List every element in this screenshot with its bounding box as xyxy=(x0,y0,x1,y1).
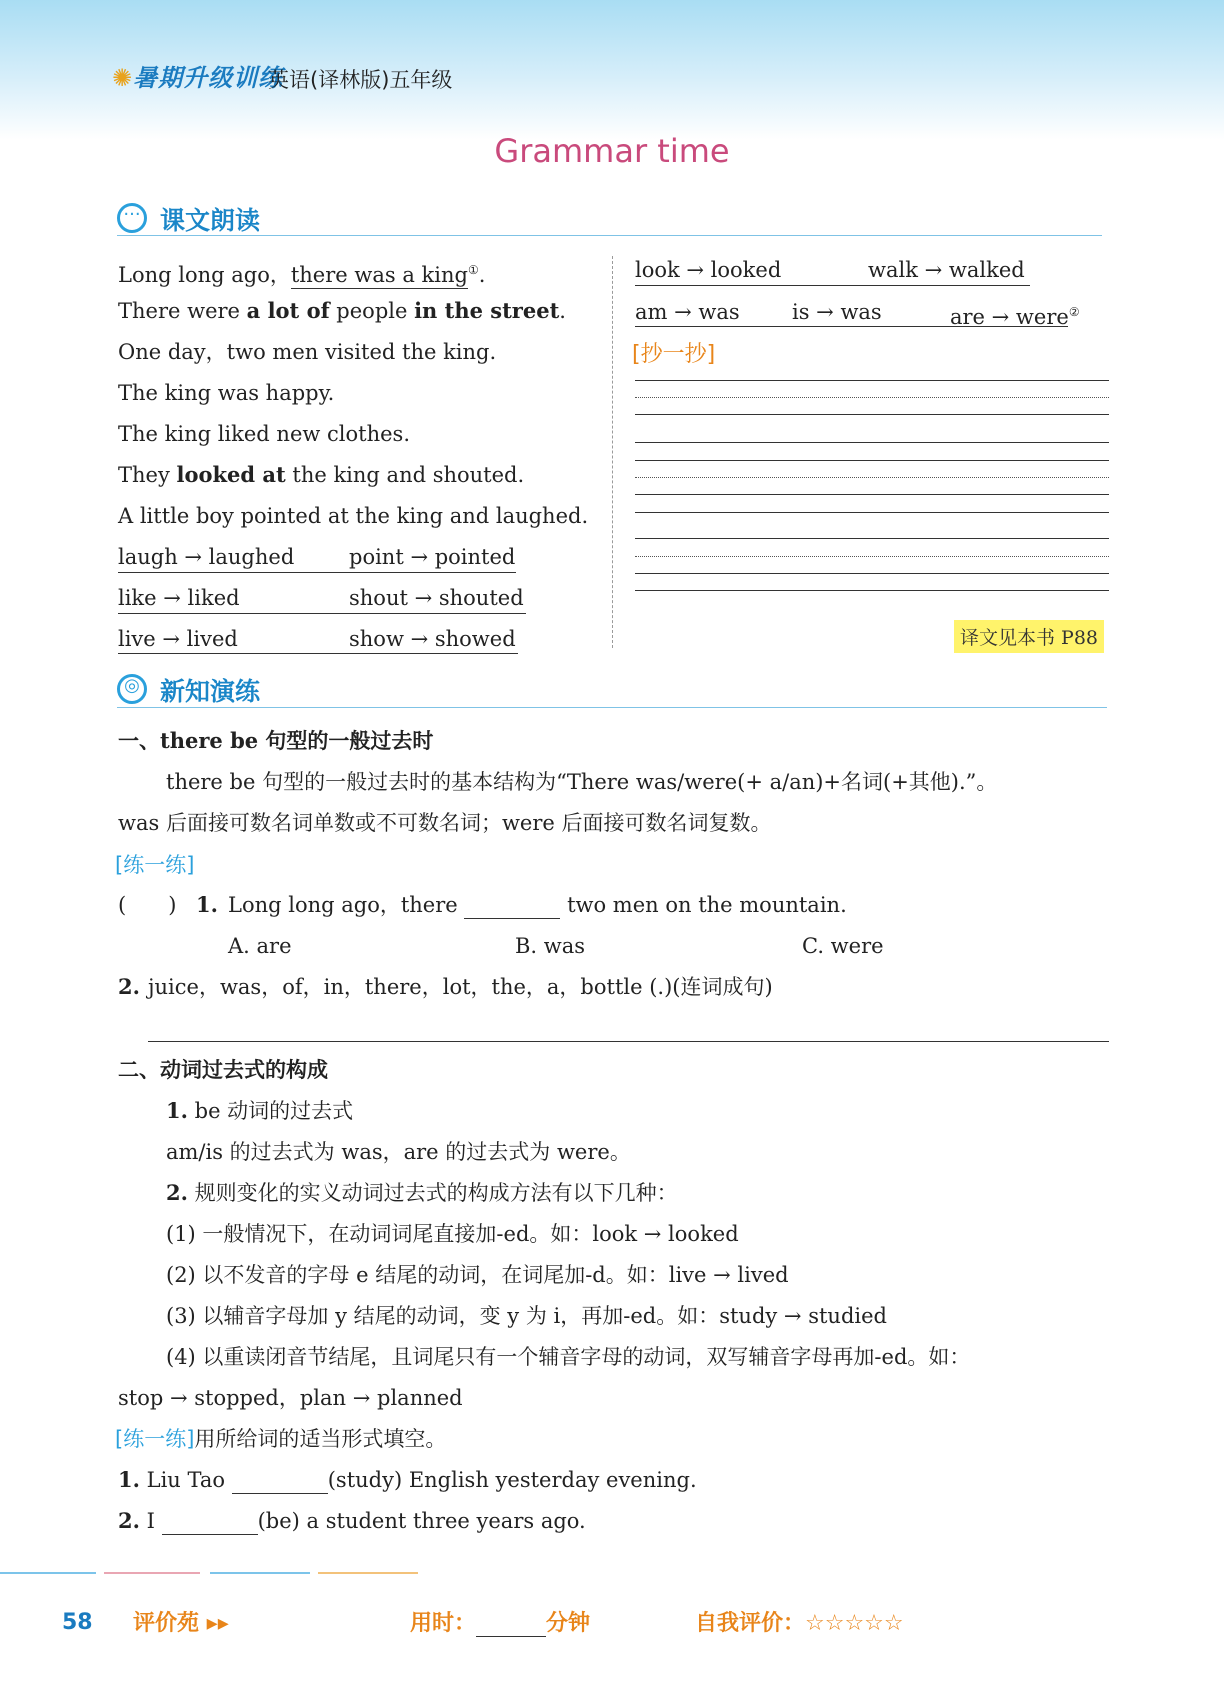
time-label: 用时： 分钟 xyxy=(410,1611,591,1636)
underline xyxy=(118,613,526,614)
part1-para1: there be 句型的一般过去时的基本结构为“There was/were(+ a/an)+名词(+其他).”。 xyxy=(166,770,998,794)
page-title: Grammar time xyxy=(494,132,730,170)
verb-pair: shout → shouted xyxy=(349,586,524,610)
underline xyxy=(118,653,518,654)
writing-guide xyxy=(635,477,1109,478)
section-divider xyxy=(117,235,1102,236)
story-line-1: Long long ago，there was a king①. xyxy=(118,263,486,287)
option-a[interactable]: A. are xyxy=(228,934,292,958)
rule-4: (4) 以重读闭音节结尾，且词尾只有一个辅音字母的动词，双写辅音字母再加-ed。如： xyxy=(166,1345,971,1369)
section-heading-reading: 课文朗读 xyxy=(160,206,261,235)
practice-row-2: [练一练]用所给词的适当形式填空。 xyxy=(115,1427,447,1451)
q2-text: juice，was，of，in，there，lot，the，a，bottle (.)(连词成句) xyxy=(148,975,773,999)
sun-icon: ✺ xyxy=(112,64,134,92)
fill-q2: 2. I (be) a student three years ago. xyxy=(118,1508,586,1533)
writing-guide xyxy=(635,556,1109,557)
story-line-6: They looked at the king and shouted. xyxy=(118,462,525,487)
review-label: 评价苑 ▸▸ xyxy=(133,1611,229,1636)
rule-3: (3) 以辅音字母加 y 结尾的动词，变 y 为 i，再加-ed。如：study → studied xyxy=(166,1304,887,1328)
fill-q1: 1. Liu Tao (study) English yesterday evening. xyxy=(118,1467,697,1492)
story-line-5: The king liked new clothes. xyxy=(118,422,410,446)
underline xyxy=(118,572,516,573)
q1-blank[interactable] xyxy=(464,896,560,919)
option-b[interactable]: B. was xyxy=(515,934,586,958)
verb-pair: am → was xyxy=(635,300,740,324)
part1-title: 一、there be 句型的一般过去时 xyxy=(118,728,434,753)
option-c[interactable]: C. were xyxy=(802,934,884,958)
footer-rule xyxy=(318,1572,418,1574)
writing-line[interactable] xyxy=(635,380,1109,381)
rule-1: (1) 一般情况下，在动词词尾直接加-ed。如：look → looked xyxy=(166,1222,739,1246)
answer-line[interactable] xyxy=(148,1041,1109,1042)
story-line-4: The king was happy. xyxy=(118,381,335,405)
translation-note: 译文见本书 P88 xyxy=(954,620,1104,653)
footer-rule xyxy=(104,1572,200,1574)
story-line-2: There were a lot of people in the street. xyxy=(118,298,566,323)
verb-pair: is → was xyxy=(792,300,882,324)
q1-answer-paren[interactable]: ( ) xyxy=(118,893,177,917)
q2-number: 2. xyxy=(118,974,140,999)
target-icon: ◎ xyxy=(117,674,147,704)
verb-pair: are → were② xyxy=(950,305,1080,329)
column-divider xyxy=(612,256,613,648)
star-rating-icon[interactable]: ☆☆☆☆☆ xyxy=(805,1611,904,1636)
rule-4-cont: stop → stopped，plan → planned xyxy=(118,1386,463,1410)
story-line-7: A little boy pointed at the king and laughed. xyxy=(118,504,589,528)
underline xyxy=(635,285,1030,286)
part2-item1-body: am/is 的过去式为 was，are 的过去式为 were。 xyxy=(166,1140,631,1164)
verb-pair: live → lived xyxy=(118,627,238,651)
verb-pair: walk → walked xyxy=(868,258,1025,282)
part2-item1-title: 1. be 动词的过去式 xyxy=(166,1098,354,1123)
section-heading-practice: 新知演练 xyxy=(160,677,261,706)
fill-q2-blank[interactable] xyxy=(162,1512,258,1535)
page-number: 58 xyxy=(62,1610,93,1635)
section-divider xyxy=(117,707,1107,708)
practice-label-1: [练一练] xyxy=(115,853,195,877)
writing-line[interactable] xyxy=(635,512,1109,513)
verb-pair: like → liked xyxy=(118,586,240,610)
writing-guide xyxy=(635,397,1109,398)
part2-item2-title: 2. 规则变化的实义动词过去式的构成方法有以下几种： xyxy=(166,1180,678,1205)
writing-line[interactable] xyxy=(635,590,1109,591)
verb-pair: look → looked xyxy=(635,258,782,282)
chat-bubble-icon: ··· xyxy=(117,203,147,233)
verb-pair: point → pointed xyxy=(349,545,516,569)
part2-title: 二、动词过去式的构成 xyxy=(118,1057,328,1082)
verb-pair: laugh → laughed xyxy=(118,545,295,569)
footer-rule xyxy=(0,1572,96,1574)
time-blank[interactable] xyxy=(476,1614,546,1637)
story-line-3: One day，two men visited the king. xyxy=(118,340,497,364)
part1-para2: was 后面接可数名词单数或不可数名词；were 后面接可数名词复数。 xyxy=(118,811,772,835)
series-logo: ✺暑期升级训练 xyxy=(112,64,284,92)
writing-line[interactable] xyxy=(635,538,1109,539)
verb-pair: show → showed xyxy=(349,627,516,651)
q1-number: 1. xyxy=(196,892,218,917)
self-eval: 自我评价：☆☆☆☆☆ xyxy=(695,1611,904,1636)
copy-label: [抄一抄] xyxy=(632,342,716,367)
writing-line[interactable] xyxy=(635,414,1109,415)
writing-line[interactable] xyxy=(635,442,1109,443)
q1-text: Long long ago，there two men on the mountain. xyxy=(228,893,847,917)
writing-line[interactable] xyxy=(635,460,1109,461)
footer-rule xyxy=(210,1572,310,1574)
underline xyxy=(635,326,1068,327)
writing-line[interactable] xyxy=(635,494,1109,495)
fill-q1-blank[interactable] xyxy=(232,1471,328,1494)
book-title: 英语(译林版)五年级 xyxy=(268,68,453,92)
writing-line[interactable] xyxy=(635,573,1109,574)
rule-2: (2) 以不发音的字母 e 结尾的动词，在词尾加-d。如：live → lived xyxy=(166,1263,789,1287)
